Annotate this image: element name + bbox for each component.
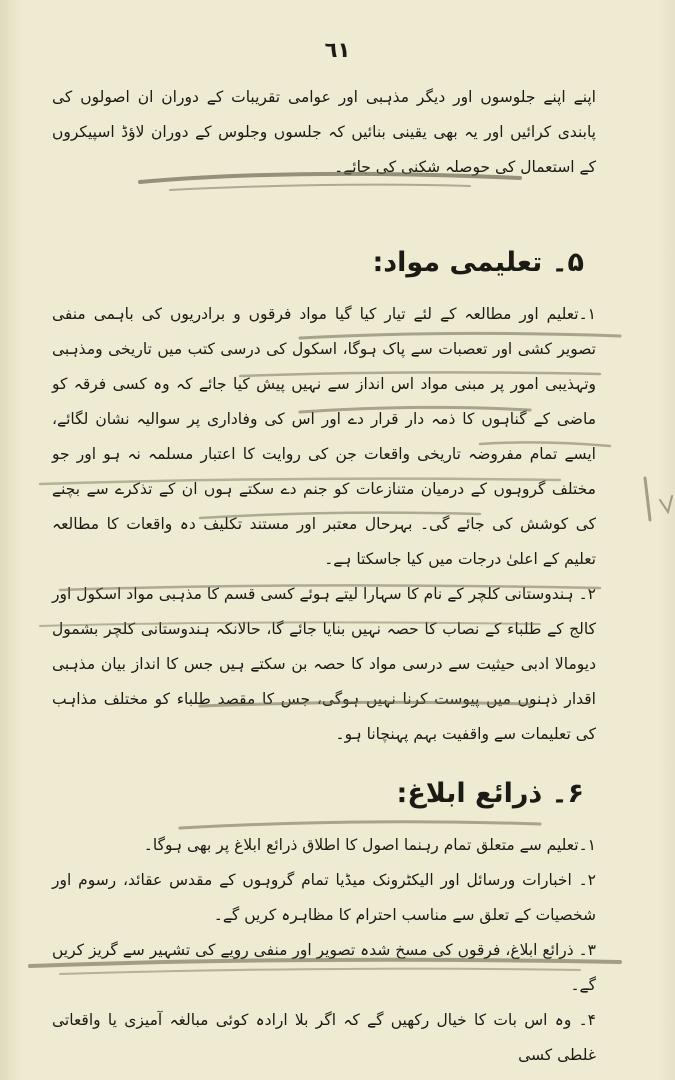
intro-paragraph: اپنے اپنے جلوسوں اور دیگر مذہبی اور عوامی تقریبات کے دوران ان اصولوں کی پابندی کرائیں اور یہ بھی یقینی بنائیں کہ جلسوں وجلوس کے دوران لاؤڈ اسپیکروں کے استعمال کی حوصلہ شکنی کی جائے۔ [52, 88, 596, 176]
spacer [52, 185, 630, 243]
spacer [52, 814, 630, 828]
section-heading-media: ۶۔ ذرائع ابلاغ: [396, 778, 584, 809]
page-number: ٦١ [324, 38, 351, 62]
page-content [52, 80, 630, 1073]
list-item: ۲۔ اخبارات ورسائل اور الیکٹرونک میڈیا تمام گروہوں کے مقدس عقائد، رسوم اور شخصیات کے تعلق سے مناسب احترام کا مظاہرہ کریں گے۔ [52, 871, 596, 924]
spacer [52, 752, 630, 774]
list-item: ۳۔ ذرائع ابلاغ، فرقوں کی مسخ شدہ تصویر اور منفی رویے کی تشہیر سے گریز کریں گے۔ [52, 941, 596, 994]
pencil-margin-mark [660, 496, 672, 512]
list-item: ۲۔ ہندوستانی کلچر کے نام کا سہارا لیتے ہوئے کسی قسم کا مذہبی مواد اسکول اور کالج کے طلباء کے نصاب کا حصہ نہیں بنایا جائے گا، حالانکہ ہندوستانی کلچر بشمول دیومالا ادبی حیثیت سے درسی مواد کا حصہ بن سکتے ہیں جس کا انداز بیان مذہبی اقدار ذہنوں میں پیوست کرنا نہیں ہوگی، جس کا مقصد طلباء کو مختلف مذاہب کی تعلیمات سے واقفیت بہم پہنچانا ہو۔ [52, 585, 596, 743]
list-item: ۱۔تعلیم سے متعلق تمام رہنما اصول کا اطلاق ذرائع ابلاغ پر بھی ہوگا۔ [143, 836, 596, 854]
list-item: ۱۔تعلیم اور مطالعہ کے لئے تیار کیا گیا مواد فرقوں و برادریوں کی باہمی منفی تصویر کشی اور تعصبات سے پاک ہوگا، اسکول کی درسی کتب میں تاریخی ومذہبی وتہذیبی امور پر مبنی مواد اس انداز سے نہیں پیش کیا جائے کہ وہ کسی فرقہ کو ماضی کے گناہوں کا ذمہ دار قرار دے اور اس کی وفاداری پر سوالیہ نشان لگائے، ایسے تمام مفروضہ تاریخی واقعات جن کی روایت کا اعتبار مسلمہ نہ ہو اور جو مختلف گروہوں کے درمیان متنازعات کو جنم دے سکتے ہوں ان کے تذکرے سے بچنے کی کوشش کی جائے گی۔ بہرحال معتبر اور مستند تکلیف دہ واقعات کا مطالعہ تعلیم کے اعلیٰ درجات میں کیا جاسکتا ہے۔ [52, 305, 596, 568]
pencil-margin-mark [645, 478, 650, 520]
section-heading-educational-material: ۵۔ تعلیمی مواد: [372, 247, 584, 278]
spacer [52, 283, 630, 297]
list-item: ۴۔ وہ اس بات کا خیال رکھیں گے کہ اگر بلا ارادہ کوئی مبالغہ آمیزی یا واقعاتی غلطی کسی [52, 1011, 596, 1064]
